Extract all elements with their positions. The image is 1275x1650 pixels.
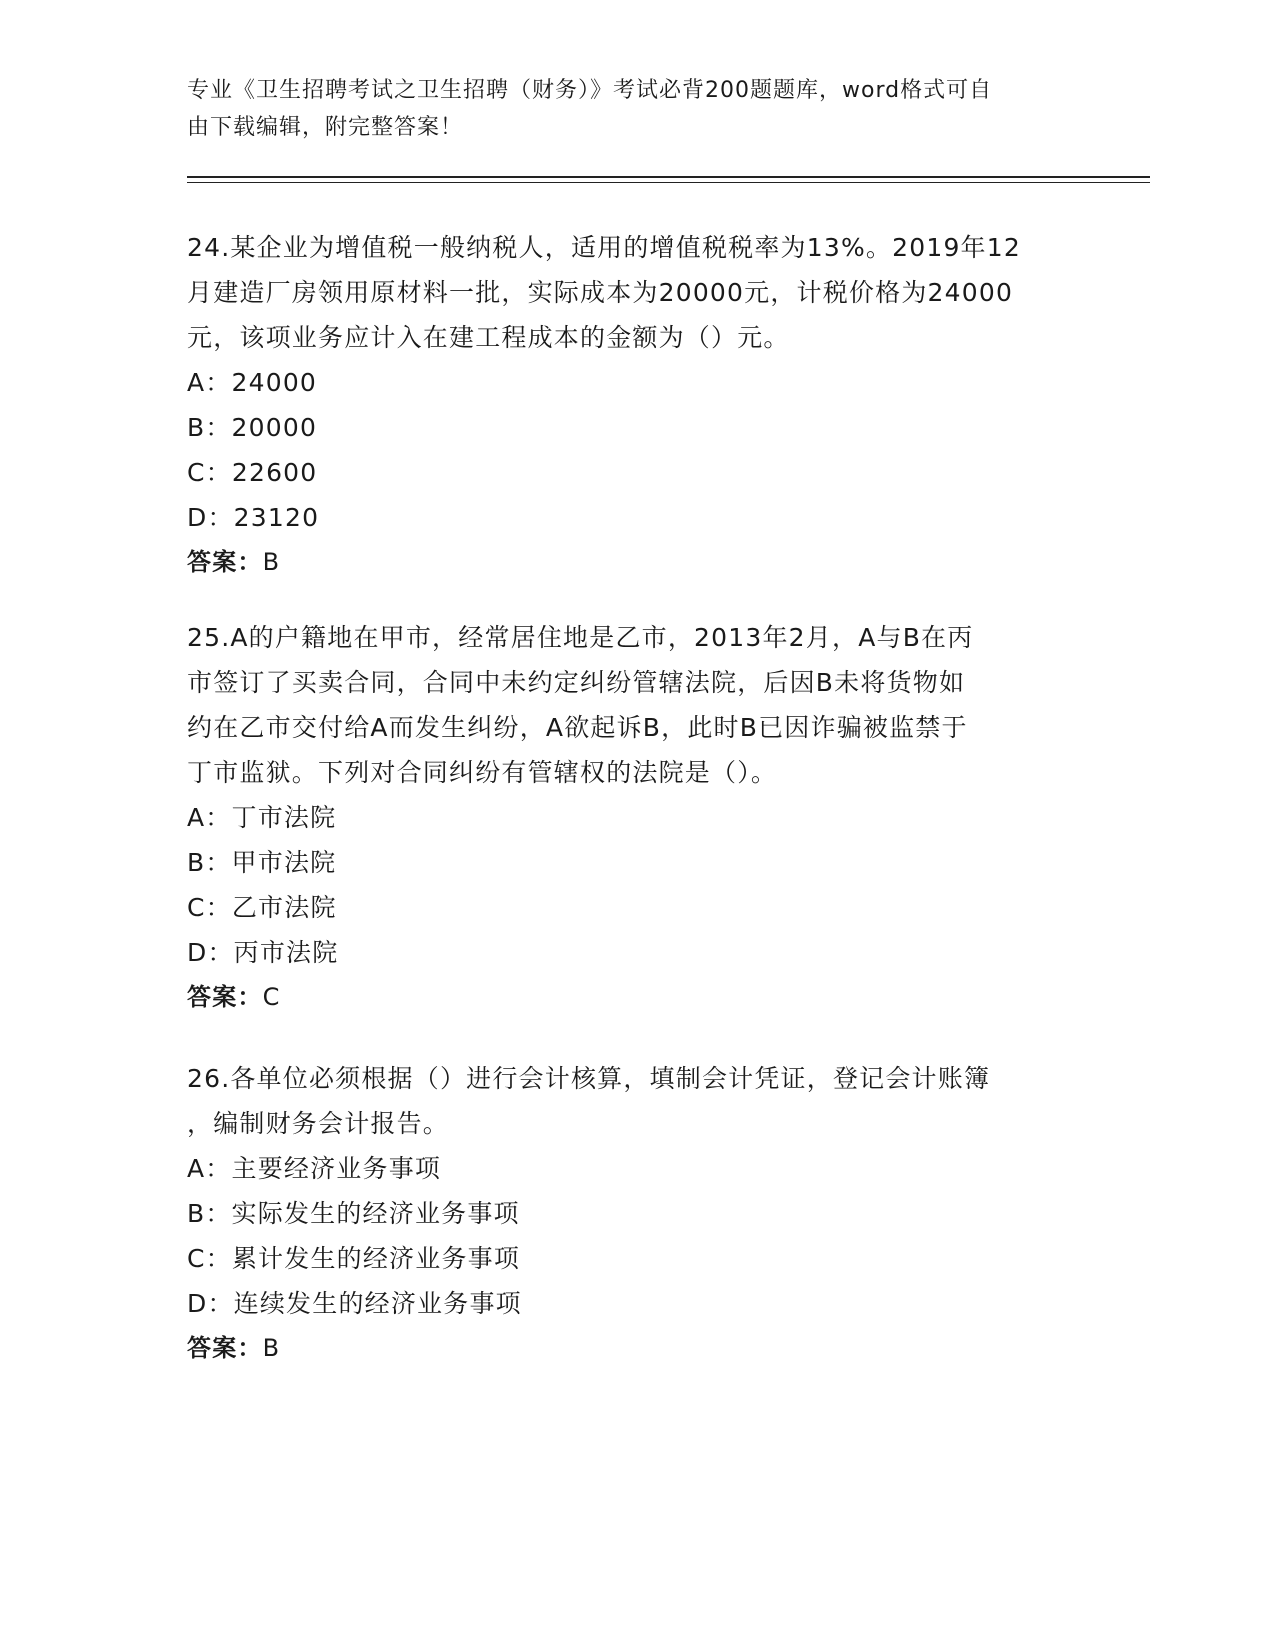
question-stem-line: 约在乙市交付给A而发生纠纷，A欲起诉B，此时B已因诈骗被监禁于 bbox=[187, 713, 968, 742]
option-d: D：23120 bbox=[187, 503, 320, 532]
option-a: A：24000 bbox=[187, 368, 318, 397]
answer-line bbox=[187, 975, 1087, 1020]
question-stem-line: 24.某企业为增值税一般纳税人，适用的增值税税率为13%。2019年12 bbox=[187, 233, 1021, 262]
question-26 bbox=[187, 1056, 1087, 1371]
question-25 bbox=[187, 615, 1087, 1020]
option-d: D：连续发生的经济业务事项 bbox=[187, 1289, 522, 1318]
document-header bbox=[187, 72, 1067, 146]
answer-value: B bbox=[262, 548, 281, 576]
question-stem-line: 26.各单位必须根据（）进行会计核算，填制会计凭证，登记会计账簿 bbox=[187, 1064, 991, 1093]
question-stem-line: 25.A的户籍地在甲市，经常居住地是乙市，2013年2月，A与B在丙 bbox=[187, 623, 974, 652]
question-stem-line: 丁市监狱。下列对合同纠纷有管辖权的法院是（）。 bbox=[187, 758, 778, 787]
option-b: B：甲市法院 bbox=[187, 848, 337, 877]
header-line-2: 由下载编辑，附完整答案！ bbox=[187, 115, 464, 140]
answer-label: 答案： bbox=[187, 1334, 263, 1362]
question-stem-line: ，编制财务会计报告。 bbox=[187, 1109, 450, 1138]
answer-value: C bbox=[262, 983, 281, 1011]
question-stem-line: 元，该项业务应计入在建工程成本的金额为（）元。 bbox=[187, 323, 790, 352]
question-stem-line: 市签订了买卖合同，合同中未约定纠纷管辖法院，后因B未将货物如 bbox=[187, 668, 966, 697]
answer-label: 答案： bbox=[187, 983, 263, 1011]
answer-line bbox=[187, 540, 1087, 585]
option-d: D：丙市法院 bbox=[187, 938, 339, 967]
option-c: C：累计发生的经济业务事项 bbox=[187, 1244, 521, 1273]
option-c: C：乙市法院 bbox=[187, 893, 337, 922]
option-b: B：实际发生的经济业务事项 bbox=[187, 1199, 520, 1228]
answer-label: 答案： bbox=[187, 548, 263, 576]
question-24 bbox=[187, 225, 1087, 585]
answer-value: B bbox=[262, 1334, 281, 1362]
header-line-1: 专业《卫生招聘考试之卫生招聘（财务）》考试必背200题题库，word格式可自 bbox=[187, 78, 993, 103]
option-b: B：20000 bbox=[187, 413, 318, 442]
header-divider-thin bbox=[187, 182, 1150, 183]
header-divider-thick bbox=[187, 176, 1150, 178]
answer-line bbox=[187, 1326, 1087, 1371]
option-a: A：主要经济业务事项 bbox=[187, 1154, 442, 1183]
question-stem-line: 月建造厂房领用原材料一批，实际成本为20000元，计税价格为24000 bbox=[187, 278, 1014, 307]
option-a: A：丁市法院 bbox=[187, 803, 337, 832]
option-c: C：22600 bbox=[187, 458, 318, 487]
